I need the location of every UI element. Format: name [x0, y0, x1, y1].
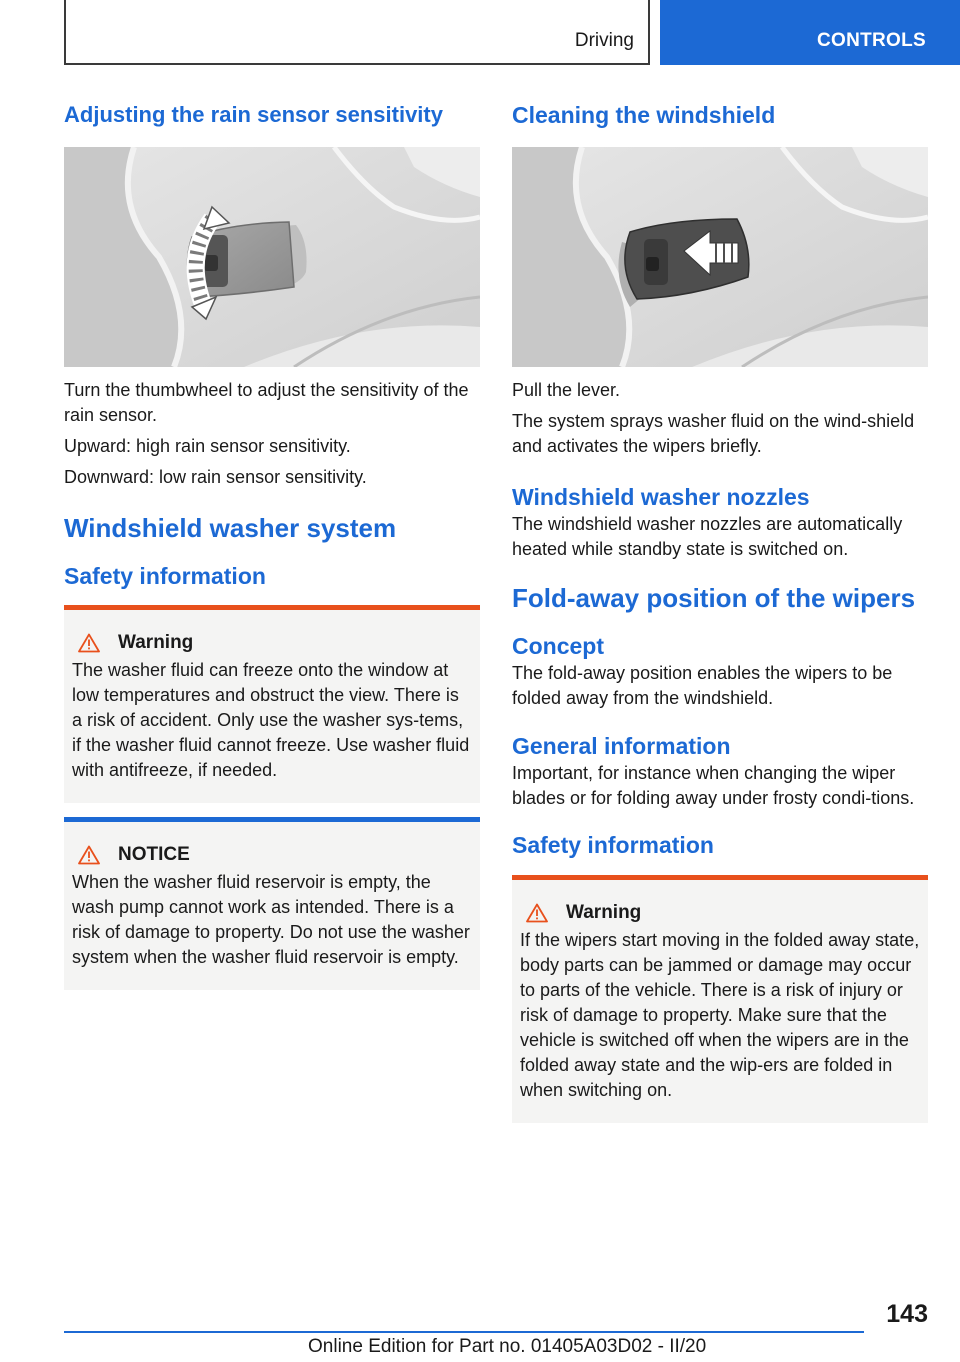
header-chapter-tab [660, 0, 960, 65]
footer-rule [64, 1331, 864, 1333]
rain-sensor-paragraph-2: Upward: high rain sensor sensitivity. [64, 436, 351, 456]
right-safety-heading: Safety information [512, 832, 714, 858]
header-chapter-label: CONTROLS [816, 30, 926, 51]
wiper-warning-text: If the wipers start moving in the folded away state, body parts can be jammed or damage may occur to parts of the vehicle. There is a risk of injury or risk of damage to property. Make sure that the vehicle is switched off when the wipers are in the folded away state and the wip-ers are folded in when switching on. [520, 930, 920, 1100]
lever-pull-illustration [512, 147, 928, 367]
rain-sensor-heading: Adjusting the rain sensor sensitivity [64, 102, 443, 127]
nozzles-heading: Windshield washer nozzles [512, 484, 810, 510]
right-column [512, 100, 928, 1123]
washer-system-heading: Windshield washer system [64, 513, 397, 543]
general-info-text: Important, for instance when changing the wiper blades or for folding away under frosty condi-tions. [512, 763, 915, 808]
warning-header [72, 632, 472, 654]
page-number: 143 [886, 1300, 928, 1328]
notice-triangle-icon [78, 845, 100, 865]
rain-sensor-paragraph-1: Turn the thumbwheel to adjust the sensitivity of the rain sensor. [64, 380, 469, 425]
cleaning-paragraph-1: Pull the lever. [512, 380, 621, 400]
general-info-heading: General information [512, 733, 731, 759]
left-safety-heading: Safety information [64, 563, 266, 589]
notice-header [72, 844, 472, 866]
washer-notice-box [64, 817, 480, 990]
cleaning-heading: Cleaning the windshield [512, 102, 776, 128]
thumbwheel-illustration [64, 147, 480, 367]
warning-text: The washer fluid can freeze onto the window at low temperatures and obstruct the view. There is a risk of accident. Only use the washer sys-tems, if the washer fluid cannot freeze. Use washer fluid with antifreeze, if needed. [72, 660, 470, 780]
notice-text: When the washer fluid reservoir is empty, the wash pump cannot work as intended. There is a risk of damage to property. Do not use the washer system when the washer fluid reservoir is empty. [72, 872, 470, 967]
cleaning-paragraph-2: The system sprays washer fluid on the wind-shield and activates the wipers briefly. [512, 411, 915, 456]
header-section-label: Driving [574, 30, 634, 51]
header-section-box [64, 0, 650, 65]
edition-note: Online Edition for Part no. 01405A03D02 - II/20 [308, 1336, 707, 1357]
foldaway-heading: Fold-away position of the wipers [512, 583, 916, 613]
notice-title: NOTICE [118, 844, 190, 865]
wiper-warning-triangle-icon [526, 903, 548, 923]
wiper-warning-title: Warning [566, 902, 642, 923]
left-column [64, 100, 480, 990]
wiper-warning-header [520, 902, 920, 924]
rain-sensor-paragraph-3: Downward: low rain sensor sensitivity. [64, 467, 367, 487]
warning-triangle-icon [78, 633, 100, 653]
concept-heading: Concept [512, 633, 604, 659]
warning-title: Warning [118, 632, 194, 653]
concept-text: The fold-away position enables the wipers to be folded away from the windshield. [512, 663, 893, 708]
nozzles-text: The windshield washer nozzles are automatically heated while standby state is switched on. [512, 514, 903, 559]
wiper-warning-box [512, 875, 928, 1123]
washer-warning-box [64, 605, 480, 803]
